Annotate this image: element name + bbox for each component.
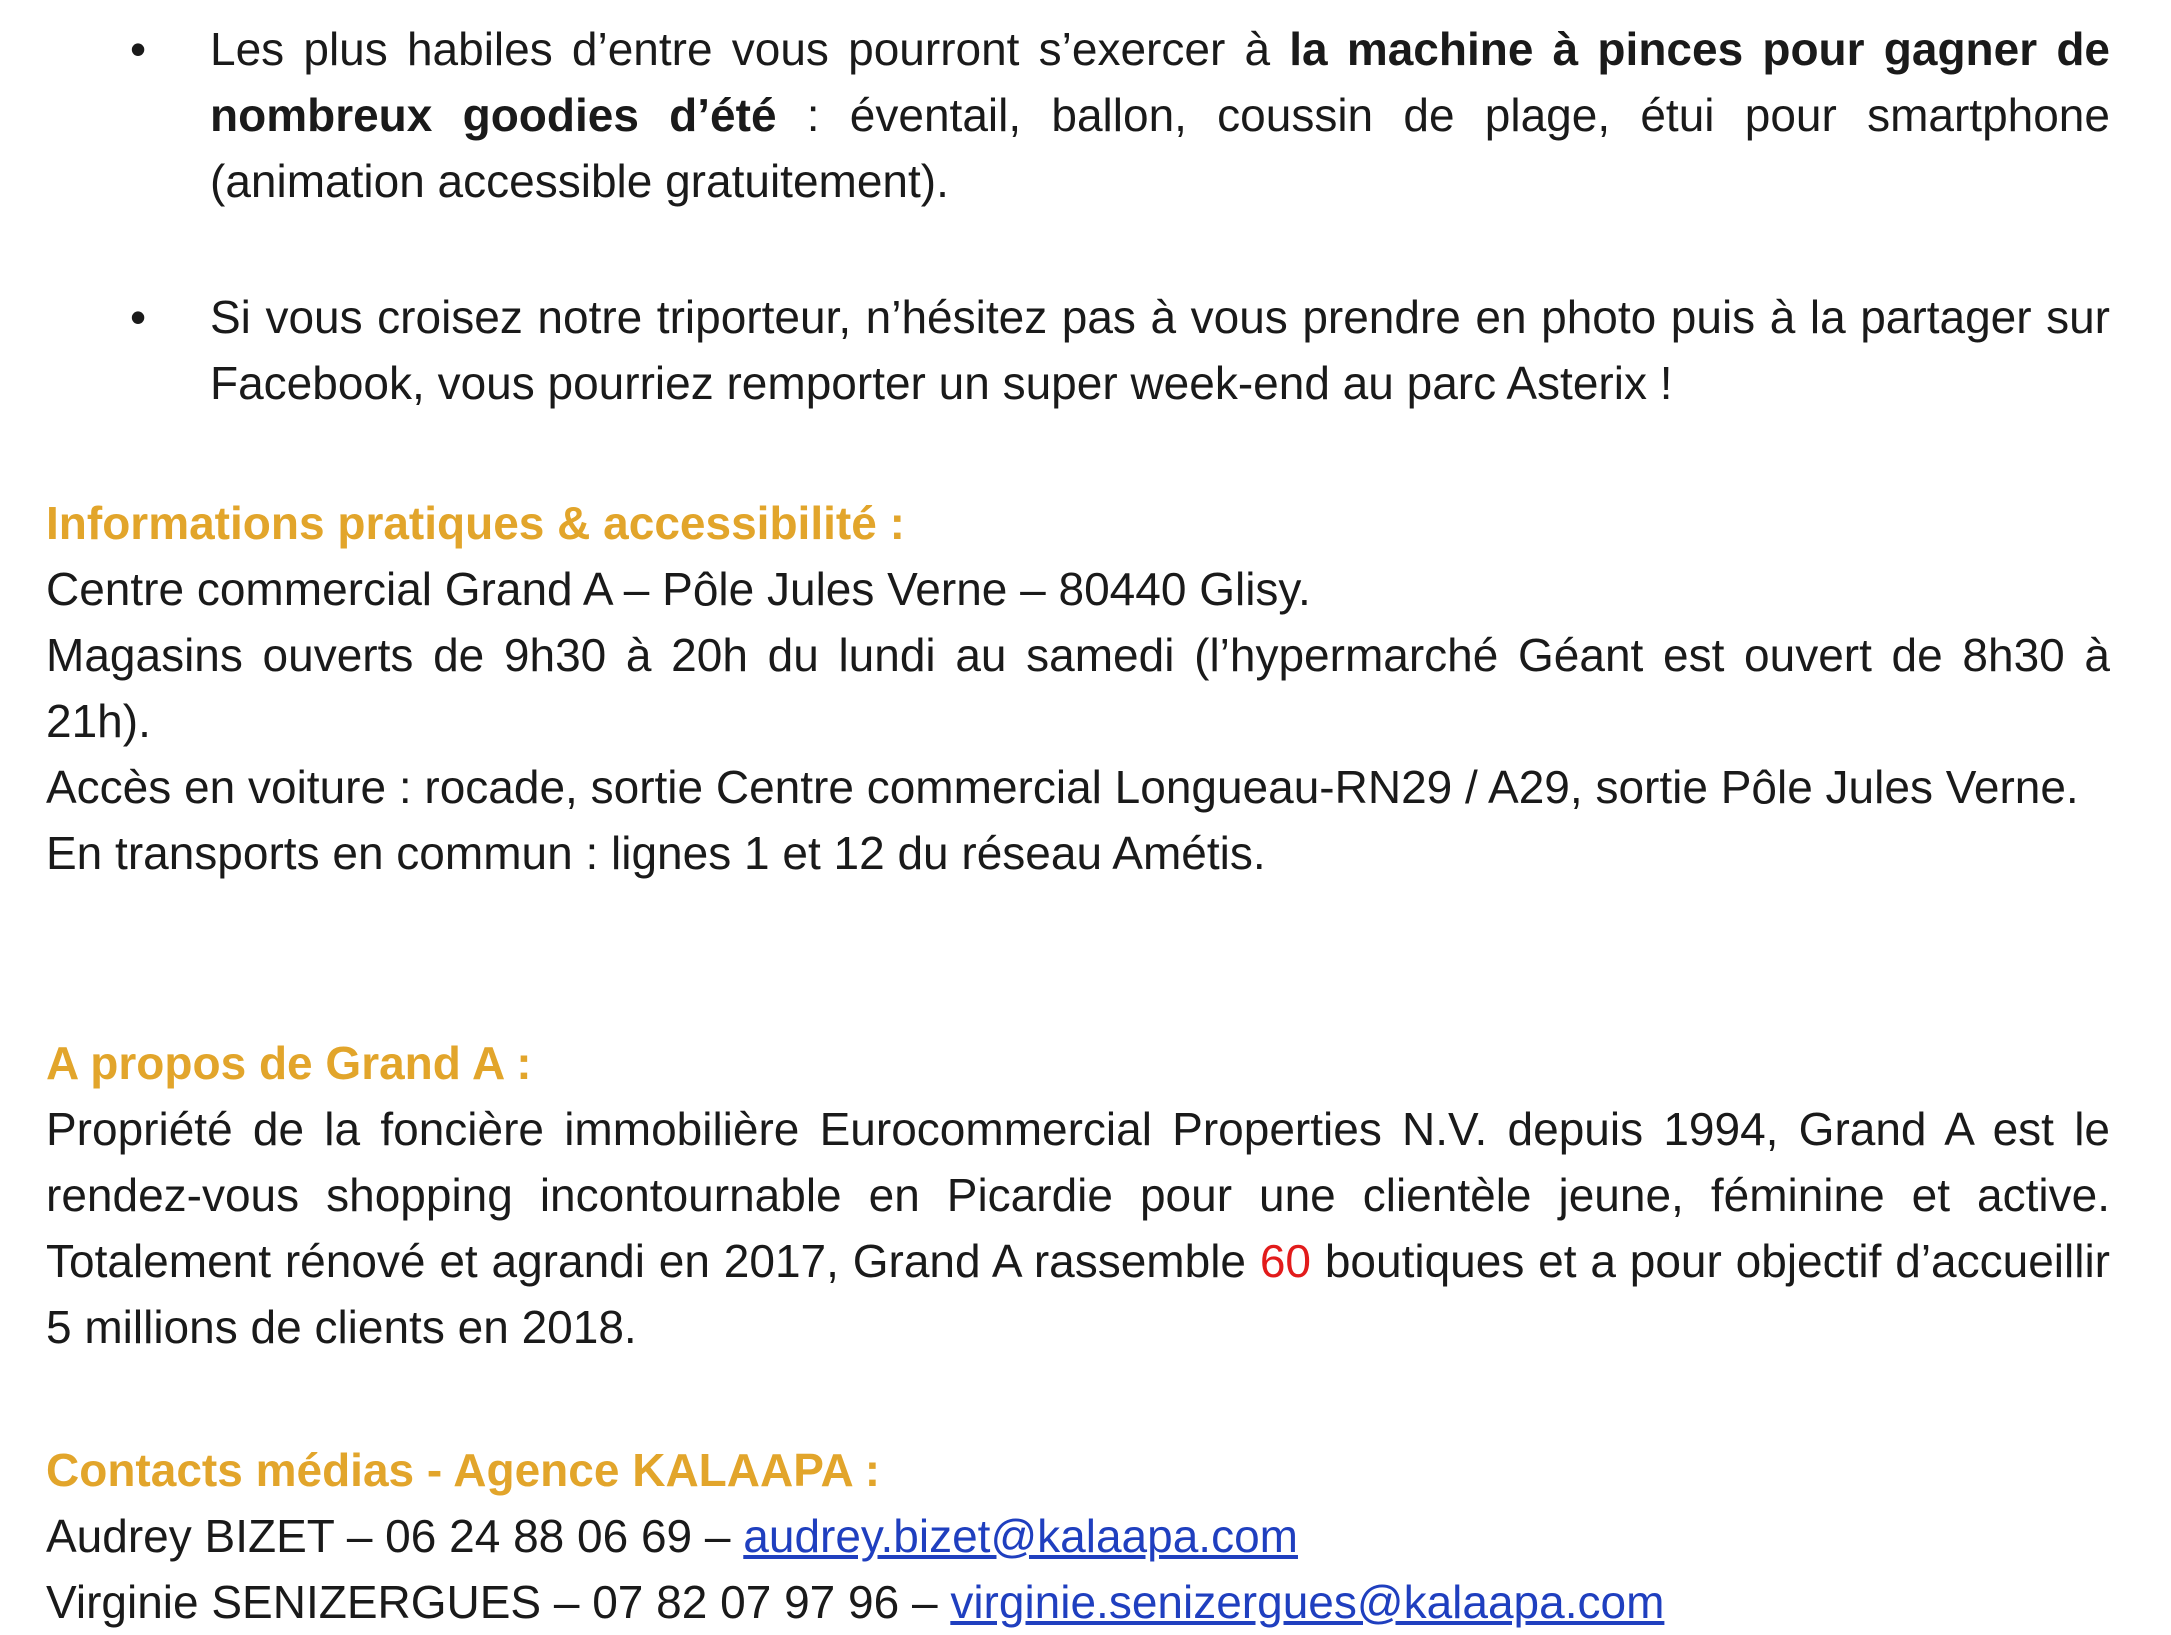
about-text-end: boutiques et a pour objectif d’accueillir 5 millions de clients en 2018. (46, 1235, 2110, 1353)
bullet-list (130, 16, 2110, 416)
info-car-access: Accès en voiture : rocade, sortie Centre commercial Longueau-RN29 / A29, sortie Pôle Jules Verne. (46, 761, 2079, 813)
info-address: Centre commercial Grand A – Pôle Jules Verne – 80440 Glisy. (46, 563, 1311, 615)
contact-audrey-email-link[interactable]: audrey.bizet@kalaapa.com (743, 1510, 1298, 1562)
contact-virginie (46, 1569, 2110, 1635)
info-heading: Informations pratiques & accessibilité : (46, 497, 905, 549)
bullet-text: Si vous croisez notre triporteur, n’hésitez pas à vous prendre en photo puis à la partager sur Facebook, vous pourriez remporter un super week-end au parc Asterix ! (210, 291, 2110, 409)
contacts-section (46, 1437, 2110, 1635)
about-section (46, 1030, 2110, 1360)
about-heading: A propos de Grand A : (46, 1037, 532, 1089)
contacts-heading: Contacts médias - Agence KALAAPA : (46, 1444, 881, 1496)
bullet-icon: • (130, 23, 147, 75)
about-text-start: Propriété de la foncière immobilière Eurocommercial Properties N.V. depuis 1994, Grand A est le rendez-vous shopping incontournable en Picardie pour une clientèle jeune, féminine et active. Totalement rénové et agrandi en 2017, Grand A rassemble (46, 1103, 2110, 1287)
info-hours: Magasins ouverts de 9h30 à 20h du lundi au samedi (l’hypermarché Géant est ouvert de 8h30 à 21h). (46, 629, 2110, 747)
bullet-item-claw-machine (130, 16, 2110, 214)
bullet-text (210, 16, 2110, 214)
contact-audrey-label: Audrey BIZET – 06 24 88 06 69 – (46, 1510, 744, 1562)
bullet-text-start: Les plus habiles d’entre vous pourront s’exercer à (210, 23, 1290, 75)
bullet-icon: • (130, 291, 147, 343)
bullet-text-bold: la machine à pinces pour gagner de nombreux goodies d’été (210, 23, 2111, 141)
about-text (46, 1096, 2110, 1360)
about-highlight-number: 60 (1259, 1235, 1312, 1287)
contact-audrey (46, 1503, 2110, 1569)
info-transit: En transports en commun : lignes 1 et 12 du réseau Amétis. (46, 827, 1266, 879)
contact-virginie-label: Virginie SENIZERGUES – 07 82 07 97 96 – (46, 1576, 951, 1628)
bullet-text-end: : éventail, ballon, coussin de plage, étui pour smartphone (animation accessible gratuitement). (210, 89, 2110, 207)
bullet-item-triporteur (130, 284, 2110, 416)
contact-virginie-email-link[interactable]: virginie.senizergues@kalaapa.com (950, 1576, 1665, 1628)
info-section (46, 490, 2110, 886)
